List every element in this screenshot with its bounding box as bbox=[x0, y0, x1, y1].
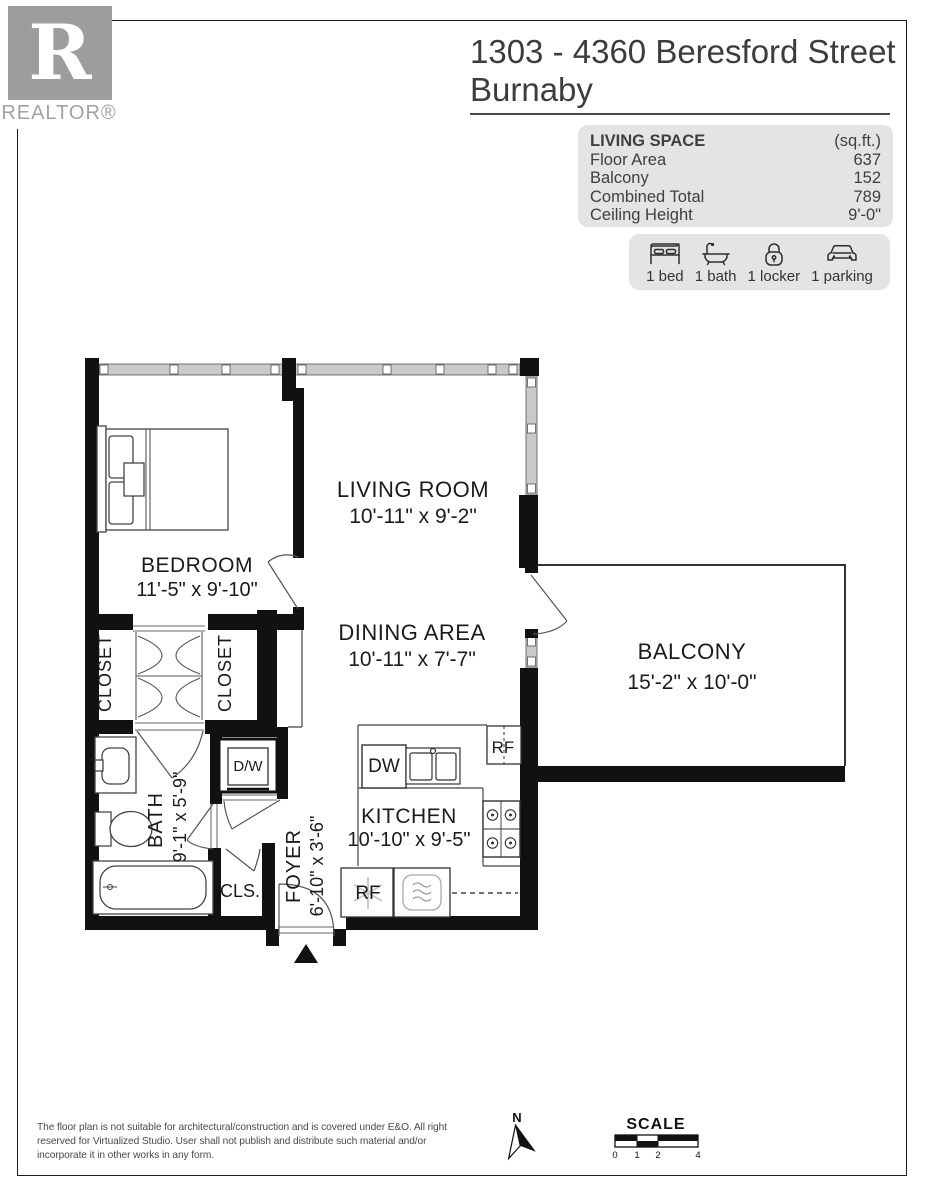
scale-bar bbox=[612, 1116, 700, 1161]
bath-door-side bbox=[187, 804, 213, 849]
living-room-dims: 10'-11" x 9'-2" bbox=[349, 505, 477, 528]
closet-left-label: CLOSET bbox=[95, 633, 115, 713]
bathtub bbox=[93, 861, 213, 914]
dishwasher-label: DW bbox=[368, 756, 400, 777]
feature-label: 1 parking bbox=[811, 268, 873, 285]
balcony-door bbox=[531, 575, 567, 634]
bath-label: BATH bbox=[145, 792, 167, 848]
laundry-door bbox=[224, 800, 280, 829]
realtor-wordmark: REALTOR® bbox=[0, 100, 118, 129]
feature-label: 1 bed bbox=[646, 268, 684, 285]
kitchen-dims: 10'-10" x 9'-5" bbox=[347, 829, 471, 851]
living-room-label: LIVING ROOM bbox=[336, 477, 490, 502]
fridge-lower-label: RF bbox=[355, 883, 381, 904]
row-value: 789 bbox=[853, 187, 881, 206]
balcony-dims: 15'-2" x 10'-0" bbox=[627, 671, 757, 694]
bedroom-label: BEDROOM bbox=[140, 554, 254, 577]
north-label: N bbox=[512, 1110, 522, 1125]
microwave bbox=[394, 868, 450, 917]
row-label: Balcony bbox=[590, 169, 649, 188]
bath-door-top bbox=[137, 731, 203, 778]
stove bbox=[483, 801, 520, 857]
kitchen-sink bbox=[406, 748, 460, 784]
feature-label: 1 locker bbox=[747, 268, 801, 285]
scale-tick: 4 bbox=[695, 1150, 701, 1161]
entry-arrow bbox=[294, 944, 318, 963]
scale-tick: 2 bbox=[655, 1150, 661, 1161]
toilet bbox=[95, 812, 152, 847]
closet-bifold-doors bbox=[136, 632, 202, 720]
washer-dryer-label: D/W bbox=[233, 758, 263, 775]
scale-tick: 1 bbox=[634, 1150, 640, 1161]
closet-right-label: CLOSET bbox=[215, 633, 235, 713]
title-address: 1303 - 4360 Beresford Street bbox=[470, 33, 896, 70]
dining-area-label: DINING AREA bbox=[338, 620, 486, 645]
thin-partitions bbox=[288, 630, 302, 727]
row-value: 9'-0" bbox=[848, 206, 881, 225]
row-label: Floor Area bbox=[590, 150, 667, 169]
fridge-upper-label: RF bbox=[491, 738, 515, 757]
scale-label: SCALE bbox=[626, 1116, 686, 1133]
foyer-dims: 6'-10" x 3'-6" bbox=[307, 815, 327, 917]
bedroom-dims: 11'-5" x 9'-10" bbox=[136, 579, 258, 601]
bed bbox=[97, 426, 228, 532]
kitchen-label: KITCHEN bbox=[361, 805, 457, 828]
living-space-unit: (sq.ft.) bbox=[834, 132, 881, 150]
dining-area-dims: 10'-11" x 7'-7" bbox=[348, 648, 476, 671]
title-city: Burnaby bbox=[470, 71, 593, 108]
balcony-outline bbox=[538, 565, 845, 766]
bath-dims: 9'-1" x 5'-9" bbox=[170, 771, 190, 863]
disclaimer-text: The floor plan is not suitable for architectural/construction and is covered under E&O. All right reserved for Virtualized Studio. User shall not publish and distribute such material and/or incorporate it in other works in any form. bbox=[37, 1122, 447, 1161]
scale-tick: 0 bbox=[612, 1150, 618, 1161]
living-space-title: LIVING SPACE bbox=[590, 132, 706, 150]
row-value: 152 bbox=[853, 169, 881, 188]
balcony-label: BALCONY bbox=[637, 639, 747, 664]
north-arrow bbox=[502, 1110, 536, 1159]
row-label: Ceiling Height bbox=[590, 206, 693, 225]
realtor-logo-letter: R bbox=[28, 8, 92, 97]
cls-label: CLS. bbox=[219, 881, 261, 901]
row-value: 637 bbox=[853, 150, 881, 169]
cls-door bbox=[226, 849, 260, 871]
row-label: Combined Total bbox=[590, 187, 705, 206]
bathroom-vanity bbox=[95, 737, 136, 793]
feature-label: 1 bath bbox=[694, 268, 737, 285]
foyer-label: FOYER bbox=[283, 829, 305, 903]
bedroom-door bbox=[268, 555, 298, 609]
